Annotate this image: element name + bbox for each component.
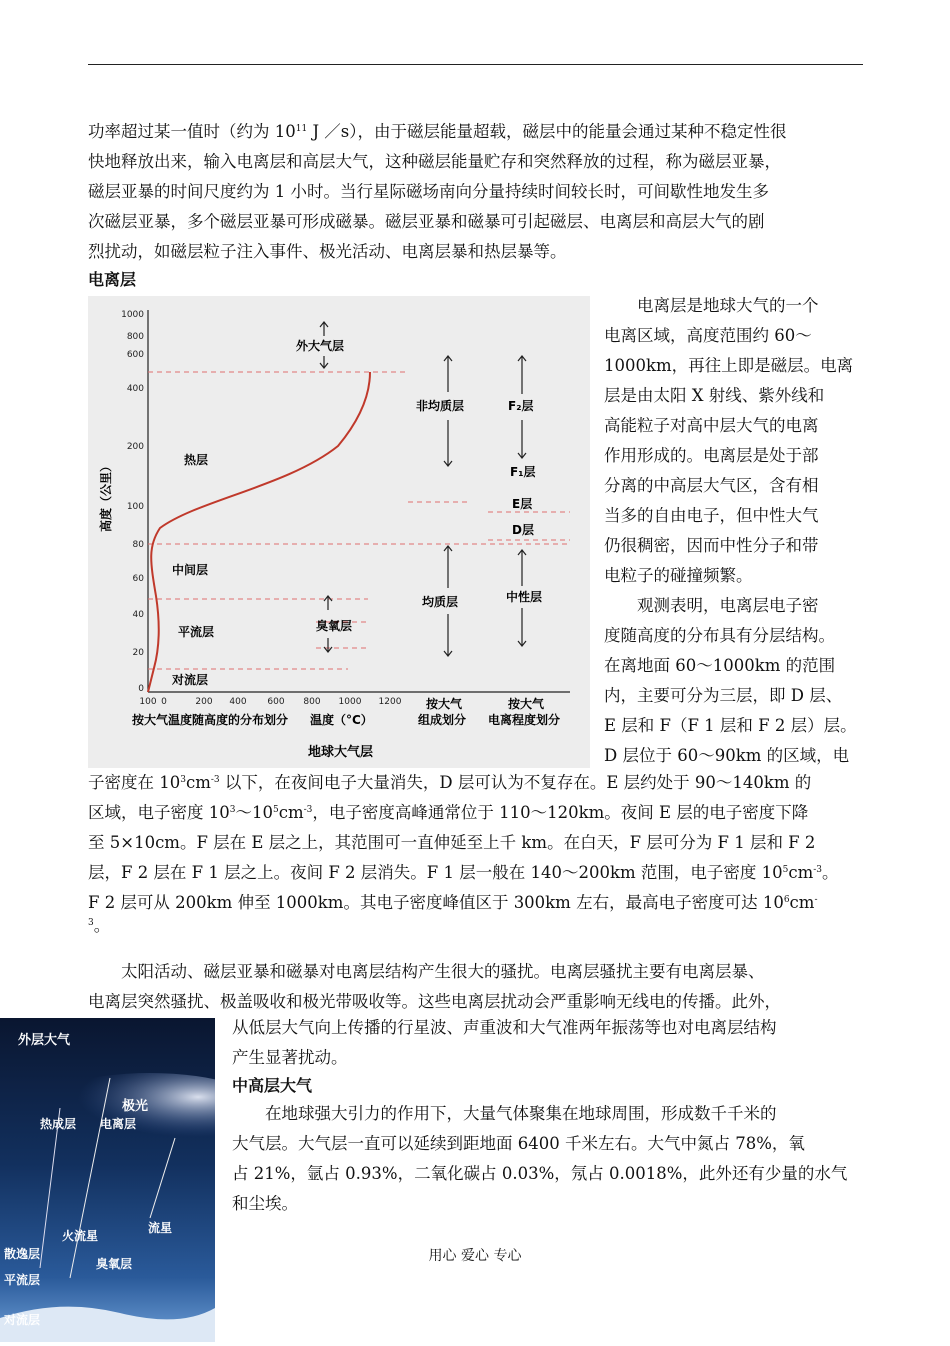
y-tick-label: 20: [132, 648, 144, 658]
text-line: 电离区域，高度范围约 60～: [604, 326, 812, 345]
text-line: 从低层大气向上传播的行星波、声重波和大气准两年振荡等也对电离层结构: [232, 1018, 777, 1037]
x-tick-label: 400: [229, 697, 247, 707]
text-line: 快地释放出来，输入电离层和高层大气，这种磁层能量贮存和突然释放的过程，称为磁层亚暴，: [88, 152, 781, 171]
x-tick-label: 600: [267, 697, 285, 707]
text-line: 和尘埃。: [232, 1194, 298, 1213]
y-tick-label: 80: [132, 540, 144, 550]
photo-label: 散逸层: [4, 1247, 41, 1261]
text-line: 高能粒子对高中层大气的电离: [604, 416, 819, 435]
header-rule: [88, 64, 863, 65]
layer-label: 对流层: [172, 673, 209, 687]
y-tick-label: 200: [126, 442, 144, 452]
text-line: 占 21%，氩占 0.93%，二氧化碳占 0.03%，氖占 0.0018%，此外还有少量的水气: [232, 1164, 848, 1183]
text-line: 层是由太阳 X 射线、紫外线和: [604, 386, 825, 405]
photo-label: 流星: [148, 1221, 173, 1235]
y-tick-label: 60: [132, 574, 144, 584]
caption: 电离程度划分: [488, 713, 561, 727]
atmosphere-illustration: [0, 1018, 215, 1342]
x-tick-label: 1200: [378, 697, 402, 707]
ion-layer-label: 中性层: [506, 590, 543, 604]
text-line: D 层位于 60～90km 的区域，电: [604, 746, 850, 765]
text-line: 层，F 2 层在 F 1 层之上。夜间 F 2 层消失。F 1 层一般在 140～200km 范围，电子密度 $10^5cm^{-3}$。: [88, 863, 839, 882]
photo-label: 臭氧层: [96, 1257, 133, 1271]
paragraph-disturbance-cont: [232, 1013, 872, 1073]
atmosphere-diagram: [88, 296, 590, 768]
y-axis-title: 高度（公里）: [99, 459, 113, 533]
photo-label: 极光: [122, 1099, 149, 1114]
text-line: 1000km，再往上即是磁层。电离: [604, 356, 854, 375]
photo-label: 火流星: [62, 1229, 99, 1243]
text-line: 区域，电子密度 $10^3\sim 10^5cm^{-3}$，电子密度高峰通常位于 110～120km。夜间 E 层的电子密度下降: [88, 803, 809, 822]
photo-label: 热成层: [40, 1117, 77, 1131]
paragraph-ionosphere-layers: [88, 768, 868, 934]
text-line: 分离的中高层大气区，含有相: [604, 476, 819, 495]
text-line: 电离层突然骚扰、极盖吸收和极光带吸收等。这些电离层扰动会严重影响无线电的传播。此外，: [88, 992, 781, 1011]
y-tick-label: 400: [126, 384, 144, 394]
atmosphere-layers-figure: [88, 296, 590, 768]
caption: 按大气: [508, 697, 545, 711]
y-tick-label: 1000: [121, 310, 144, 320]
y-tick-label: 0: [138, 684, 144, 694]
atmosphere-photo: [0, 1018, 215, 1342]
ion-layer-label: F₁层: [510, 465, 536, 479]
x-tick-label: 0: [161, 697, 167, 707]
text-line: 仍很稠密，因而中性分子和带: [604, 536, 819, 555]
y-tick-label: 800: [126, 332, 144, 342]
text-line: $^3$。: [88, 916, 111, 935]
x-tick-label: 1000: [338, 697, 362, 707]
text-line: 在离地面 60～1000km 的范围: [604, 656, 836, 675]
ion-layer-label: D层: [512, 523, 534, 537]
paragraph-atmosphere: [232, 1099, 872, 1219]
ion-layer-label: E层: [512, 497, 533, 511]
caption: 按大气: [426, 697, 463, 711]
layer-label: 中间层: [172, 563, 209, 577]
paragraph-ionosphere-side: [604, 291, 870, 771]
text-line: 电粒子的碰撞频繁。: [604, 566, 753, 585]
heading-middle-upper-atmosphere: 中高层大气: [232, 1076, 313, 1095]
text-line: 功率超过某一值时（约为 $10^{11}$ J ／s），由于磁层能量超载，磁层中的能量会通过某种不稳定性很: [88, 122, 787, 141]
text-line: 电离层是地球大气的一个: [637, 296, 819, 315]
text-line: 至 5×10cm。F 层在 E 层之上，其范围可一直伸延至上千 km。在白天，F 层可分为 F 1 层和 F 2: [88, 833, 816, 852]
text-line: 磁层亚暴的时间尺度约为 1 小时。当行星际磁场南向分量持续时间较长时，可间歇性地发生多: [88, 182, 769, 201]
text-line: 作用形成的。电离层是处于部: [604, 446, 819, 465]
heading-ionosphere: 电离层: [88, 270, 137, 289]
photo-label: 平流层: [4, 1273, 41, 1287]
caption: 组成划分: [418, 713, 467, 727]
text-line: 当多的自由电子，但中性大气: [604, 506, 819, 525]
x-tick-label: 800: [303, 697, 321, 707]
layer-label: 外大气层: [296, 339, 345, 353]
y-tick-label: 600: [126, 350, 144, 360]
paragraph-disturbance: [88, 957, 866, 1017]
x-tick-label: 200: [195, 697, 213, 707]
text-line: 太阳活动、磁层亚暴和磁暴对电离层结构产生很大的骚扰。电离层骚扰主要有电离层暴、: [121, 962, 765, 981]
photo-label: 外层大气: [18, 1033, 71, 1048]
text-line: 子密度在 $10^3cm^{-3}$ 以下，在夜间电子大量消失，D 层可认为不复存在。E 层约处于 90～140km 的: [88, 773, 812, 792]
caption: 温度（°C）: [310, 713, 373, 727]
layer-label: 热层: [184, 453, 209, 467]
text-line: E 层和 F（F 1 层和 F 2 层）层。: [604, 716, 857, 735]
text-line: 大气层。大气层一直可以延续到距地面 6400 千米左右。大气中氮占 78%，氧: [232, 1134, 805, 1153]
text-line: 次磁层亚暴，多个磁层亚暴可形成磁暴。磁层亚暴和磁暴可引起磁层、电离层和高层大气的剧: [88, 212, 765, 231]
x-tick-label: 100: [139, 697, 157, 707]
ozone-label: 臭氧层: [316, 619, 353, 633]
text-line: F 2 层可从 200km 伸至 1000km。其电子密度峰值区于 300km 左右，最高电子密度可达 $10^6cm^-$: [88, 893, 818, 912]
y-tick-label: 40: [132, 610, 144, 620]
text-line: 在地球强大引力的作用下，大量气体聚集在地球周围，形成数千千米的: [265, 1104, 777, 1123]
figure-title: 地球大气层: [308, 745, 374, 760]
composition-label: 均质层: [422, 595, 459, 609]
composition-label: 非均质层: [416, 399, 465, 413]
photo-label: 电离层: [100, 1117, 137, 1131]
page-footer: 用心 爱心 专心: [428, 1248, 522, 1264]
text-line: 内，主要可分为三层，即 D 层、: [604, 686, 843, 705]
y-tick-label: 100: [126, 502, 144, 512]
text-line: 度随高度的分布具有分层结构。: [604, 626, 835, 645]
text-line: 产生显著扰动。: [232, 1048, 348, 1067]
text-line: 烈扰动，如磁层粒子注入事件、极光活动、电离层暴和热层暴等。: [88, 242, 567, 261]
paragraph-substorm: [88, 117, 863, 267]
layer-label: 平流层: [178, 625, 215, 639]
ion-layer-label: F₂层: [508, 399, 534, 413]
text-line: 观测表明，电离层电子密: [637, 596, 819, 615]
photo-label: 对流层: [4, 1313, 41, 1327]
caption: 按大气温度随高度的分布划分: [132, 713, 289, 727]
